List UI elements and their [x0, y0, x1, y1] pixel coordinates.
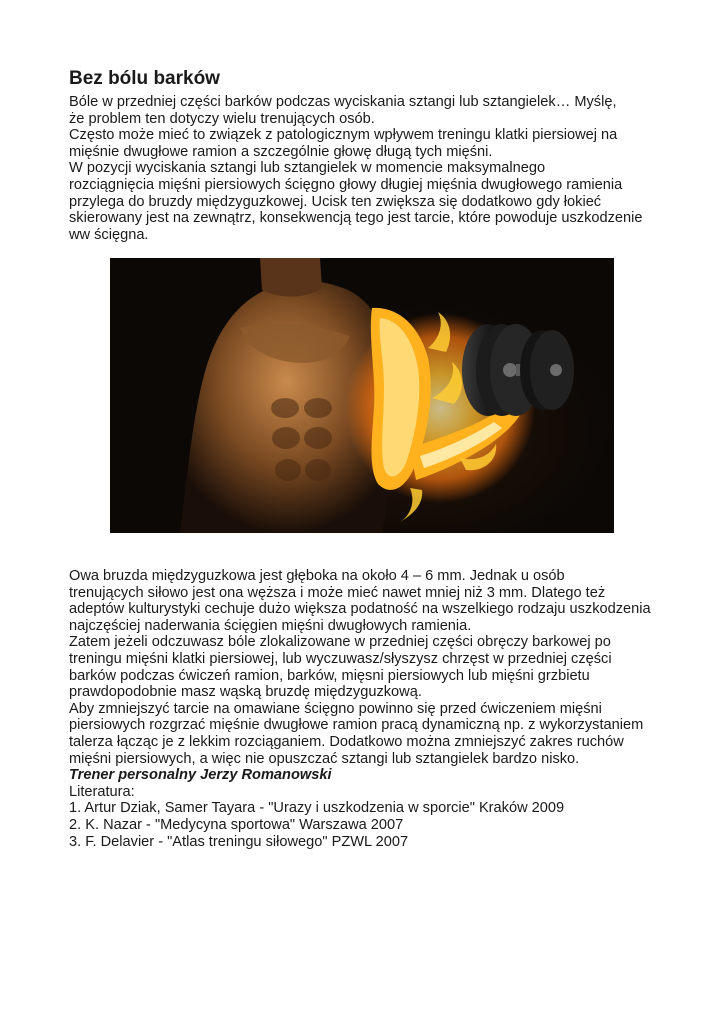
literature-item: 3. F. Delavier - "Atlas treningu siłowego" PZWL 2007 — [69, 833, 409, 850]
body-line: talerza łącząc je z lekkim rozciąganiem. Dodatkowo można zmniejszyć zakres ruchów — [69, 733, 624, 750]
body-line: mięśni piersiowych, a więc nie opuszczać sztangi lub sztangielek bardzo nisko. — [69, 750, 580, 767]
intro-line: ww ścięgna. — [69, 226, 149, 243]
intro-line: Bóle w przedniej części barków podczas wyciskania sztangi lub sztangielek… Myślę, — [69, 94, 617, 110]
body-line: Aby zmniejszyć tarcie na omawiane ścięgno powinno się przed ćwiczeniem mięśni — [69, 700, 602, 717]
intro-line: że problem ten dotyczy wielu trenujących osób. — [69, 110, 375, 127]
intro-paragraphs — [69, 94, 659, 243]
body-line: Zatem jeżeli odczuwasz bóle zlokalizowane w przedniej części obręczy barkowej po — [69, 634, 611, 651]
intro-line: mięśnie dwugłowe ramion a szczególnie głowę długą tych mięśni. — [69, 143, 493, 160]
intro-line: rozciągnięcia mięśni piersiowych ścięgno głowy długiej mięśnia dwugłowego ramienia — [69, 176, 623, 193]
article-title: Bez bólu barków — [69, 68, 220, 89]
intro-line: W pozycji wyciskania sztangi lub sztangielek w momencie maksymalnego — [69, 160, 546, 177]
body-line: trenujących siłowo jest ona węższa i może mieć nawet mniej niż 3 mm. Dlatego też — [69, 584, 606, 601]
fiery-arm-dumbbell-photo — [110, 258, 614, 533]
intro-line: przylega do bruzdy międzyguzkowej. Ucisk ten zwiększa się dodatkowo gdy łokieć — [69, 193, 602, 210]
body-line: treningu mięśni klatki piersiowej, lub wyczuwasz/słyszysz chrzęst w przedniej części — [69, 650, 612, 667]
literature-heading: Literatura: — [69, 783, 135, 800]
body-line: adeptów kulturystyki cechuje dużo większa podatność na wszelkiego rodzaju uszkodzenia — [69, 601, 651, 618]
body-line: najczęściej naderwania ścięgien mięśni dwugłowych ramienia. — [69, 617, 472, 634]
body-paragraphs — [69, 568, 659, 850]
literature-item: 2. K. Nazar - "Medycyna sportowa" Warszawa 2007 — [69, 816, 404, 833]
body-line: Owa bruzda międzyguzkowa jest głęboka na około 4 – 6 mm. Jednak u osób — [69, 568, 565, 584]
literature-item: 1. Artur Dziak, Samer Tayara - "Urazy i uszkodzenia w sporcie" Kraków 2009 — [69, 800, 565, 817]
intro-line: skierowany jest na zewnątrz, konsekwencją tego jest tarcie, które powoduje uszkodzenie — [69, 210, 643, 227]
author-signature: Trener personalny Jerzy Romanowski — [69, 767, 332, 784]
body-line: piersiowych rozgrzać mięśnie dwugłowe ramion pracą dynamiczną np. z wykorzystaniem — [69, 717, 644, 734]
body-line: prawdopodobnie masz wąską bruzdę międzyguzkową. — [69, 684, 422, 701]
intro-line: Często może mieć to związek z patologicznym wpływem treningu klatki piersiowej na — [69, 127, 618, 144]
dumbbell — [462, 324, 574, 416]
photo-illustration — [110, 258, 614, 533]
body-line: barków podczas ćwiczeń ramion, barków, mięsni piersiowych lub mięśni grzbietu — [69, 667, 590, 684]
